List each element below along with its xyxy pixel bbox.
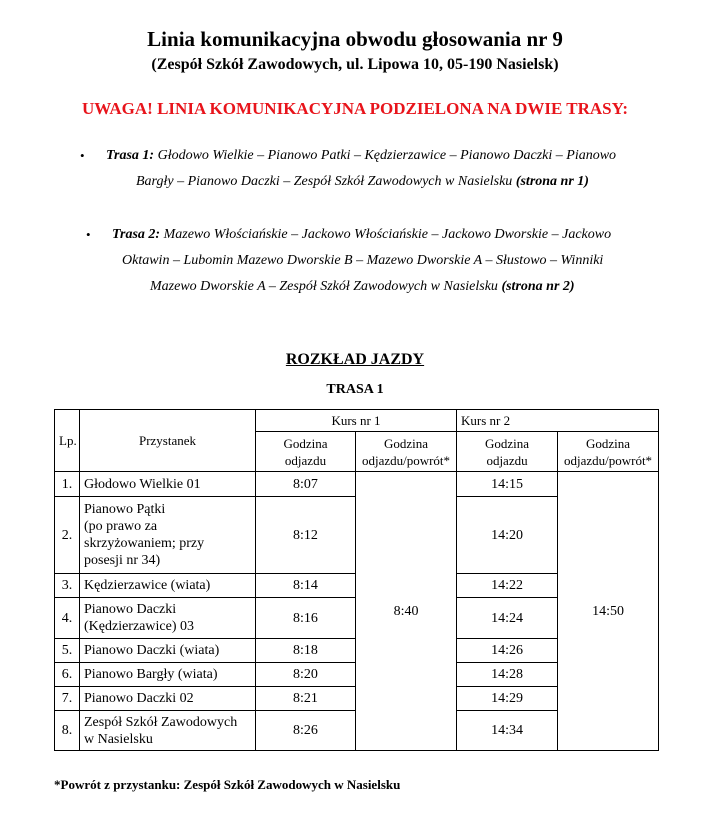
route-stops-line: Oktawin – Lubomin Mazewo Dworskie B – Mazewo Dworskie A – Słustowo – Winniki: [122, 253, 604, 268]
route-stops-line: Mazewo Dworskie A – Zespół Szkół Zawodowych w Nasielsku: [150, 279, 498, 294]
footnote: *Powrót z przystanku: Zespół Szkół Zawodowych w Nasielsku: [54, 777, 401, 792]
stop-name: Pianowo Bargły (wiata): [80, 663, 256, 687]
departure-header: Godzina odjazdu: [457, 432, 558, 472]
route-label: Trasa 1:: [106, 148, 155, 163]
stop-name: Pianowo Pątki (po prawo za skrzyżowaniem; przy posesji nr 34): [80, 497, 256, 574]
kurs1-departure-time: 8:20: [256, 663, 356, 687]
kurs1-departure-time: 8:14: [256, 574, 356, 598]
kurs2-departure-time: 14:22: [457, 574, 558, 598]
stop-header: Przystanek: [80, 410, 256, 472]
row-number: 3.: [55, 574, 80, 598]
kurs2-return-time: 14:50: [558, 472, 659, 751]
stop-name: Pianowo Daczki (wiata): [80, 639, 256, 663]
bullet-icon: •: [80, 148, 85, 163]
kurs2-departure-time: 14:29: [457, 687, 558, 711]
row-number: 8.: [55, 711, 80, 751]
document-subtitle: (Zespół Szkół Zawodowych, ul. Lipowa 10, 05-190 Nasielsk): [151, 56, 559, 73]
stop-name: Kędzierzawice (wiata): [80, 574, 256, 598]
route-page-ref: (strona nr 1): [515, 174, 589, 189]
lp-header: Lp.: [55, 410, 80, 472]
kurs1-return-time: 8:40: [356, 472, 457, 751]
kurs2-departure-time: 14:26: [457, 639, 558, 663]
kurs2-departure-time: 14:15: [457, 472, 558, 497]
row-number: 5.: [55, 639, 80, 663]
route-stops-line: Głodowo Wielkie – Pianowo Patki – Kędzierzawice – Pianowo Daczki – Pianowo: [157, 148, 617, 163]
kurs1-departure-time: 8:16: [256, 598, 356, 639]
header-row: [55, 410, 659, 432]
schedule-table: [54, 409, 659, 751]
kurs2-departure-time: 14:28: [457, 663, 558, 687]
row-number: 1.: [55, 472, 80, 497]
bullet-icon: •: [86, 227, 91, 242]
route-label: Trasa 2:: [112, 227, 161, 242]
return-header: Godzina odjazdu/powrót*: [558, 432, 659, 472]
schedule-route-label: TRASA 1: [326, 382, 384, 397]
kurs2-departure-time: 14:24: [457, 598, 558, 639]
kurs1-departure-time: 8:12: [256, 497, 356, 574]
kurs2-header: Kurs nr 2: [457, 410, 659, 432]
kurs1-departure-time: 8:18: [256, 639, 356, 663]
kurs2-departure-time: 14:20: [457, 497, 558, 574]
route-page-ref: (strona nr 2): [501, 279, 575, 294]
table-row: [55, 472, 659, 497]
row-number: 6.: [55, 663, 80, 687]
kurs2-departure-time: 14:34: [457, 711, 558, 751]
stop-name: Pianowo Daczki (Kędzierzawice) 03: [80, 598, 256, 639]
schedule-title: ROZKŁAD JAZDY: [285, 351, 425, 368]
kurs1-departure-time: 8:07: [256, 472, 356, 497]
route-stops-line: Mazewo Włościańskie – Jackowo Włościańskie – Jackowo Dworskie – Jackowo: [163, 227, 612, 242]
row-number: 4.: [55, 598, 80, 639]
stop-name: Pianowo Daczki 02: [80, 687, 256, 711]
stop-name: Głodowo Wielkie 01: [80, 472, 256, 497]
route-2-description: [86, 222, 612, 300]
kurs1-departure-time: 8:26: [256, 711, 356, 751]
route-stops-line: Bargły – Pianowo Daczki – Zespół Szkół Zawodowych w Nasielsku: [136, 174, 513, 189]
row-number: 2.: [55, 497, 80, 574]
kurs1-departure-time: 8:21: [256, 687, 356, 711]
departure-header: Godzina odjazdu: [256, 432, 356, 472]
stop-name: Zespół Szkół Zawodowych w Nasielsku: [80, 711, 256, 751]
kurs1-header: Kurs nr 1: [256, 410, 457, 432]
route-1-description: [80, 143, 617, 195]
return-header: Godzina odjazdu/powrót*: [356, 432, 457, 472]
warning-notice: UWAGA! LINIA KOMUNIKACYJNA PODZIELONA NA DWIE TRASY:: [82, 99, 628, 118]
row-number: 7.: [55, 687, 80, 711]
document-title: Linia komunikacyjna obwodu głosowania nr 9: [147, 27, 563, 51]
